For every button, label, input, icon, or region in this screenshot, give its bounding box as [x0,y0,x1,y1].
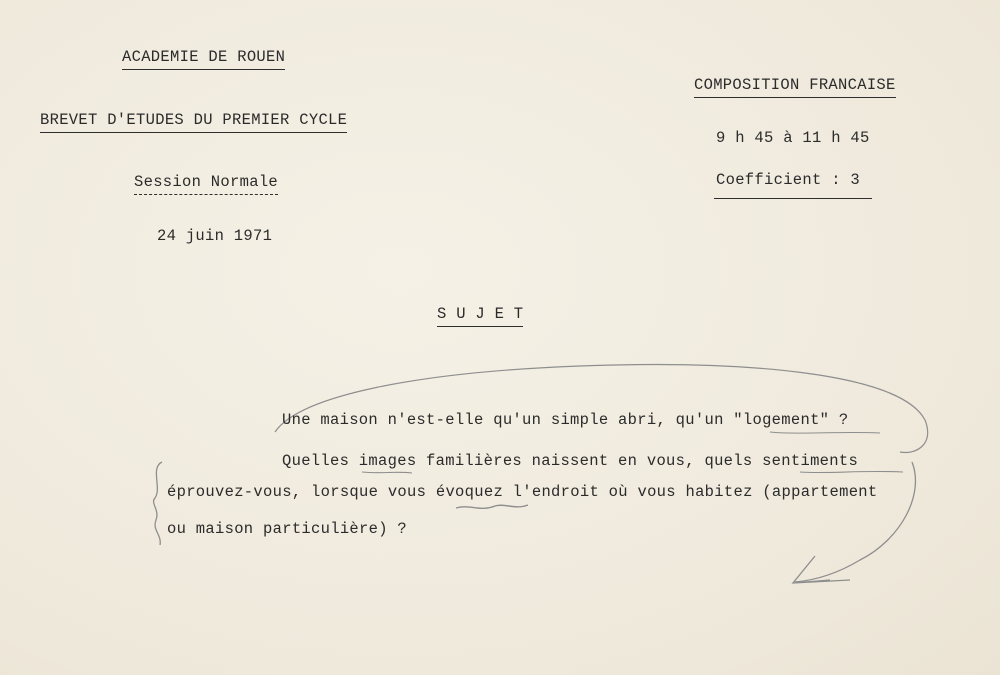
question-line-1: Une maison n'est-elle qu'un simple abri, qu'un "logement" ? [282,411,849,429]
coefficient-rule [714,198,872,199]
pencil-bracket [154,462,162,545]
pencil-loop [275,365,928,453]
question-line-2: Quelles images familières naissent en vous, quels sentiments [282,452,859,470]
pencil-underline-sentiments [800,471,903,472]
session-label: Session Normale [134,173,278,195]
exam-title: BREVET D'ETUDES DU PREMIER CYCLE [40,111,347,133]
question-line-4: ou maison particulière) ? [167,520,408,538]
exam-time: 9 h 45 à 11 h 45 [716,129,870,147]
pencil-underline-images [362,472,412,473]
academy-title: ACADEMIE DE ROUEN [122,48,285,70]
pencil-arrow [795,462,915,582]
question-line-3: éprouvez-vous, lorsque vous évoquez l'endroit où vous habitez (appartement [167,483,878,501]
subject-title: COMPOSITION FRANCAISE [694,76,896,98]
exam-date: 24 juin 1971 [157,227,273,245]
pencil-scribble-evoquez [456,505,528,508]
pencil-underline-logement [770,432,880,433]
coefficient: Coefficient : 3 [716,171,861,189]
sujet-heading: S U J E T [437,305,523,327]
